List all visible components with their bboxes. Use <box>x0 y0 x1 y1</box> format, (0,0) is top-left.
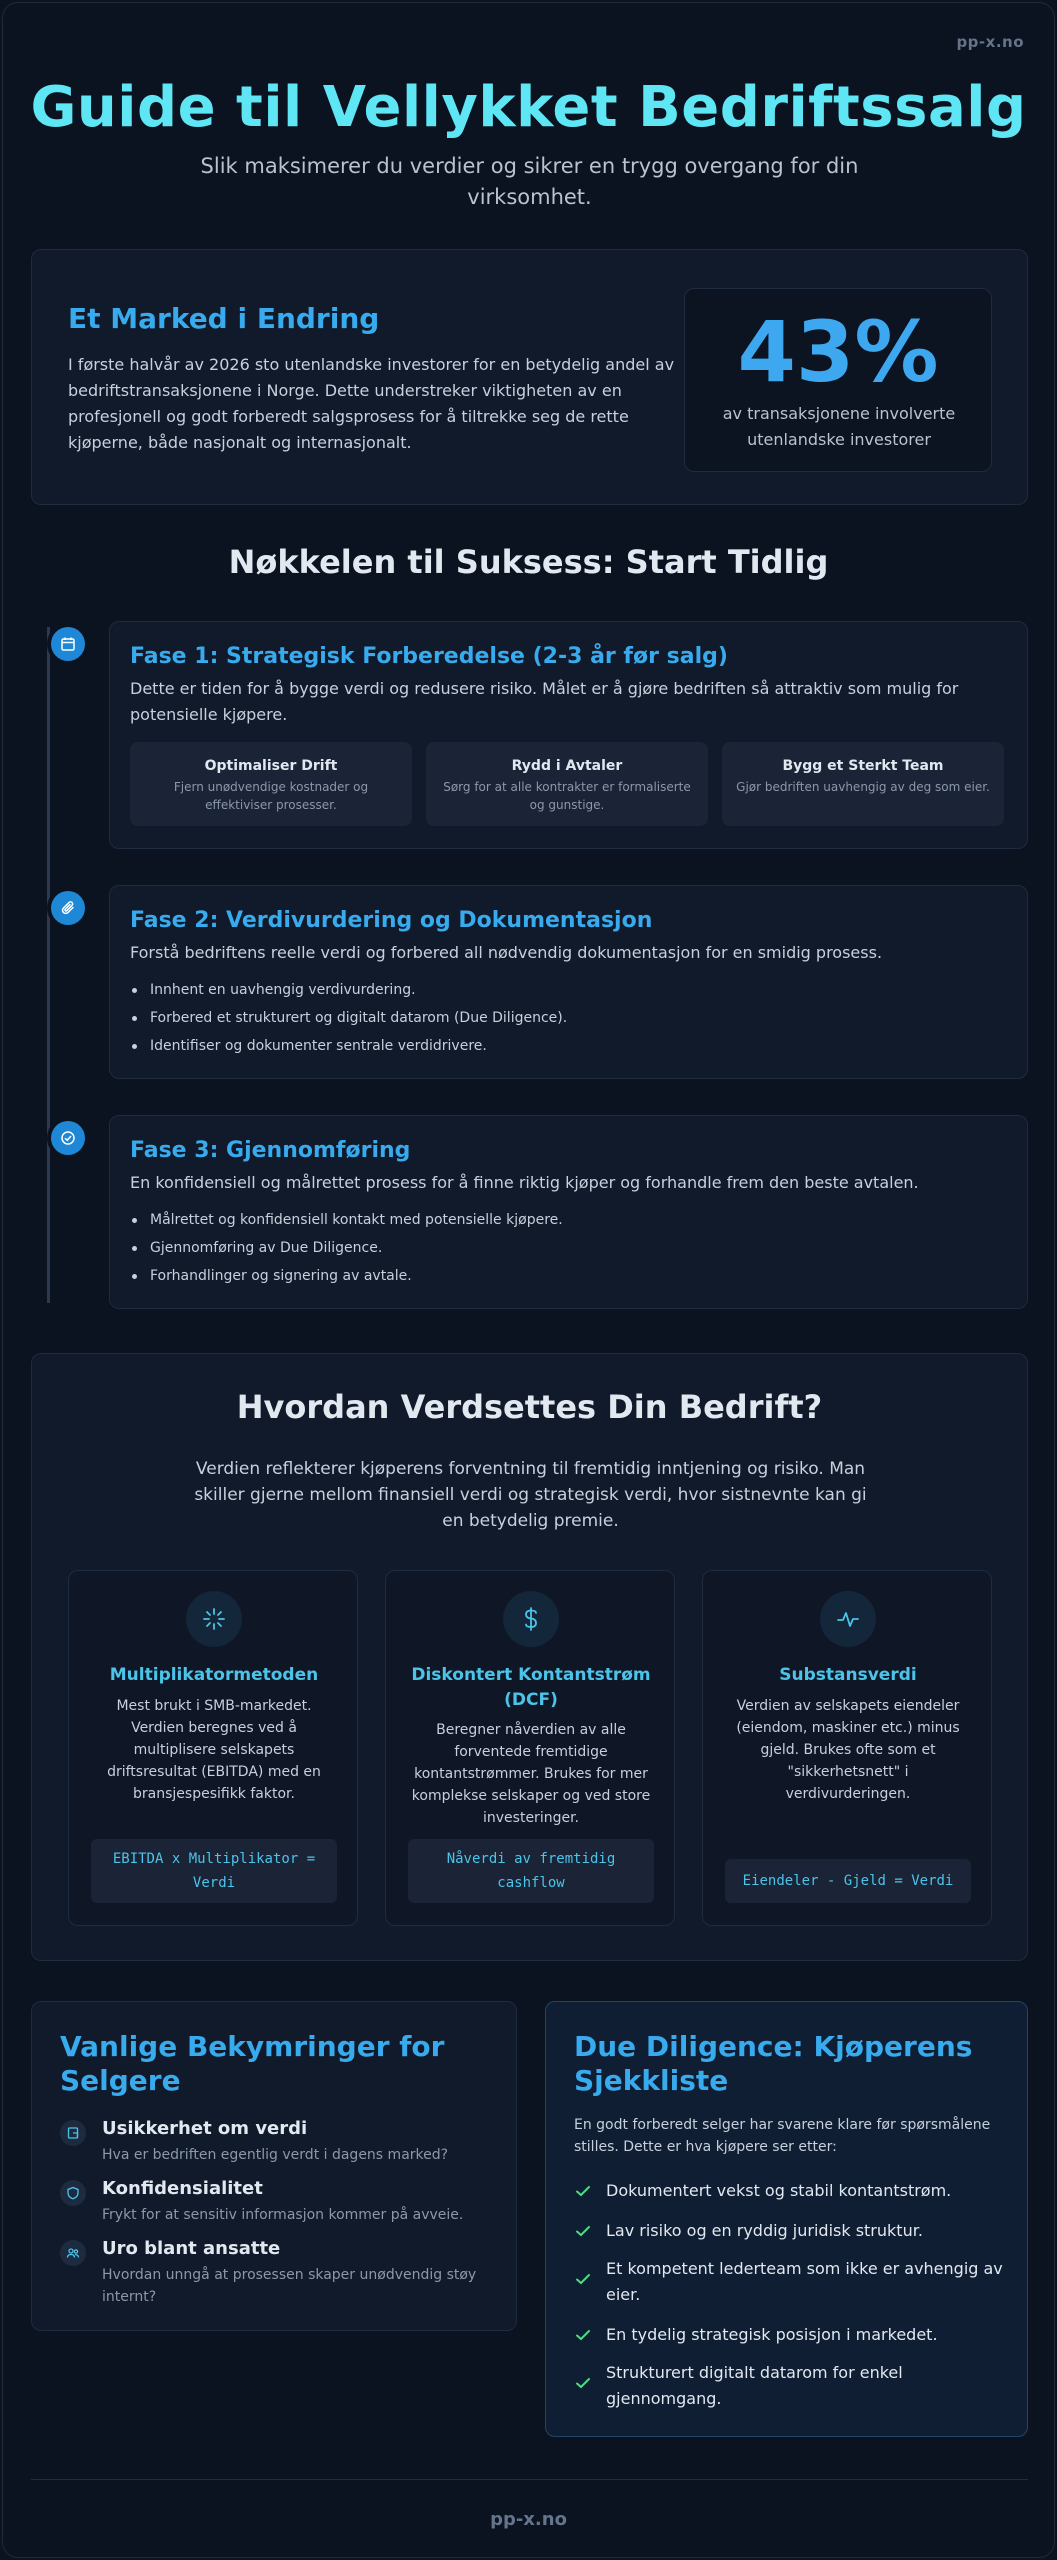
concern-title: Uro blant ansatte <box>102 2238 281 2259</box>
method-desc: Mest brukt i SMB-markedet. Verdien beregnes ved å multiplisere selskapets driftsresultat (EBITDA) med en bransjespesifikk faktor. <box>107 1698 321 1802</box>
checklist-item <box>574 2178 1004 2208</box>
brand-top: pp-x.no <box>956 33 1024 51</box>
phase-2-card <box>109 885 1028 1079</box>
phase-1-card-drift <box>130 742 412 826</box>
subcard-desc: Fjern unødvendige kostnader og effektiviser prosesser. <box>173 780 369 812</box>
list-item: Forbered et strukturert og digitalt datarom (Due Diligence). <box>130 1004 567 1032</box>
phase-1-desc: Dette er tiden for å bygge verdi og redusere risiko. Målet er å gjøre bedriften så attraktiv som mulig for potensielle kjøpere. <box>130 679 959 724</box>
phase-2-title: Fase 2: Verdivurdering og Dokumentasjon <box>130 908 653 933</box>
document-icon <box>60 2120 86 2146</box>
list-item: Identifiser og dokumenter sentrale verdidrivere. <box>130 1032 567 1060</box>
concern-desc: Hva er bedriften egentlig verdt i dagens marked? <box>102 2147 449 2163</box>
checklist-text: Strukturert digitalt datarom for enkel gjennomgang. <box>606 2363 903 2408</box>
phase-1-card-team <box>722 742 1004 826</box>
calendar-icon <box>51 627 85 661</box>
due-diligence-title: Due Diligence: Kjøperens Sjekkliste <box>574 2030 973 2097</box>
check-icon <box>574 2222 592 2240</box>
pulse-icon <box>820 1591 876 1647</box>
checklist-item <box>574 2322 1004 2352</box>
method-formula: Eiendeler - Gjeld = Verdi <box>725 1859 971 1903</box>
concern-item <box>60 2238 500 2310</box>
method-card-multiplikator <box>68 1570 358 1926</box>
checklist-text: En tydelig strategisk posisjon i markedet. <box>606 2325 938 2344</box>
valuation-intro: Verdien reflekterer kjøperens forventning til fremtidig inntjening og risiko. Man skiller gjerne mellom finansiell verdi og strategisk verdi, hvor sistnevnte kan gi en betydelig premie. <box>194 1459 867 1531</box>
stat-label: av transaksjonene involverte utenlandske investorer <box>722 404 956 449</box>
users-icon <box>60 2240 86 2266</box>
method-title: Substansverdi <box>779 1665 917 1685</box>
concern-item <box>60 2178 500 2228</box>
phase-3-card <box>109 1115 1028 1309</box>
check-icon <box>574 2182 592 2200</box>
method-desc: Verdien av selskapets eiendeler (eiendom, maskiner etc.) minus gjeld. Brukes ofte som et "sikkerhetsnett" i verdivurderingen. <box>736 1698 960 1802</box>
method-formula: EBITDA x Multiplikator = Verdi <box>91 1839 337 1903</box>
concern-desc: Hvordan unngå at prosessen skaper unødvendig støy internt? <box>102 2267 477 2305</box>
brand-footer: pp-x.no <box>490 2509 567 2530</box>
subcard-desc: Sørg for at alle kontrakter er formaliserte og gunstige. <box>443 780 691 812</box>
timeline-line <box>47 627 50 1303</box>
checklist-item <box>574 2218 1004 2248</box>
sparkle-icon <box>186 1591 242 1647</box>
concerns-title: Vanlige Bekymringer for Selgere <box>60 2030 445 2097</box>
checklist-text: Lav risiko og en ryddig juridisk struktur. <box>606 2221 923 2240</box>
phase-1-card <box>109 621 1028 849</box>
list-item: Gjennomføring av Due Diligence. <box>130 1234 563 1262</box>
concern-desc: Frykt for at sensitiv informasjon kommer på avveie. <box>102 2207 464 2223</box>
list-item: Innhent en uavhengig verdivurdering. <box>130 976 567 1004</box>
subcard-title: Rydd i Avtaler <box>511 758 623 774</box>
checklist-item <box>574 2360 1004 2416</box>
market-section <box>31 249 1028 505</box>
list-item: Forhandlinger og signering av avtale. <box>130 1262 563 1290</box>
method-formula: Nåverdi av fremtidig cashflow <box>408 1839 654 1903</box>
paperclip-icon <box>51 891 85 925</box>
footer-divider <box>31 2479 1028 2480</box>
market-body: I første halvår av 2026 sto utenlandske investorer for en betydelig andel av bedriftstransaksjonene i Norge. Dette understreker viktigheten av en profesjonell og godt forberedt salgsprosess for å tiltrekke seg de rette kjøperne, både nasjonalt og internasjonalt. <box>68 355 675 452</box>
phase-1-card-avtaler <box>426 742 708 826</box>
concerns-section <box>31 2001 517 2331</box>
phase-3-desc: En konfidensiell og målrettet prosess for å finne riktig kjøper og forhandle frem den beste avtalen. <box>130 1173 919 1192</box>
check-icon <box>574 2374 592 2392</box>
method-title: Multiplikatormetoden <box>109 1665 319 1685</box>
page-subtitle: Slik maksimerer du verdier og sikrer en trygg overgang for din virksomhet. <box>200 154 859 209</box>
page-frame <box>2 2 1055 2558</box>
dollar-icon <box>503 1591 559 1647</box>
concern-item <box>60 2118 500 2168</box>
success-title: Nøkkelen til Suksess: Start Tidlig <box>228 543 829 581</box>
due-diligence-section <box>545 2001 1028 2437</box>
valuation-title: Hvordan Verdsettes Din Bedrift? <box>236 1388 823 1426</box>
phase-3-list <box>130 1206 563 1290</box>
checklist-text: Et kompetent lederteam som ikke er avhengig av eier. <box>606 2259 1003 2304</box>
method-card-dcf <box>385 1570 675 1926</box>
method-desc: Beregner nåverdien av alle forventede fremtidige kontantstrømmer. Brukes for mer komplekse selskaper og ved store investeringer. <box>411 1722 651 1826</box>
checklist-item <box>574 2256 1004 2312</box>
list-item: Målrettet og konfidensiell kontakt med potensielle kjøpere. <box>130 1206 563 1234</box>
valuation-section <box>31 1353 1028 1961</box>
phase-3-title: Fase 3: Gjennomføring <box>130 1138 411 1163</box>
checklist-text: Dokumentert vekst og stabil kontantstrøm. <box>606 2181 952 2200</box>
stat-box <box>684 288 992 472</box>
concern-title: Usikkerhet om verdi <box>102 2118 308 2139</box>
phase-2-list <box>130 976 567 1060</box>
check-icon <box>574 2270 592 2288</box>
subcard-title: Optimaliser Drift <box>204 758 338 774</box>
subcard-title: Bygg et Sterkt Team <box>782 758 944 774</box>
page-title: Guide til Vellykket Bedriftssalg <box>30 75 1027 140</box>
check-circle-icon <box>51 1121 85 1155</box>
phase-2-desc: Forstå bedriftens reelle verdi og forbered all nødvendig dokumentasjon for en smidig prosess. <box>130 943 883 962</box>
check-icon <box>574 2326 592 2344</box>
method-title: Diskontert Kontantstrøm (DCF) <box>411 1665 651 1710</box>
method-card-substans <box>702 1570 992 1926</box>
subcard-desc: Gjør bedriften uavhengig av deg som eier. <box>736 780 990 794</box>
shield-icon <box>60 2180 86 2206</box>
concern-title: Konfidensialitet <box>102 2178 263 2199</box>
market-title: Et Marked i Endring <box>68 302 380 335</box>
stat-value: 43% <box>737 303 939 401</box>
phase-1-title: Fase 1: Strategisk Forberedelse (2-3 år før salg) <box>130 644 728 669</box>
due-diligence-intro: En godt forberedt selger har svarene klare før spørsmålene stilles. Dette er hva kjøpere ser etter: <box>574 2117 991 2155</box>
